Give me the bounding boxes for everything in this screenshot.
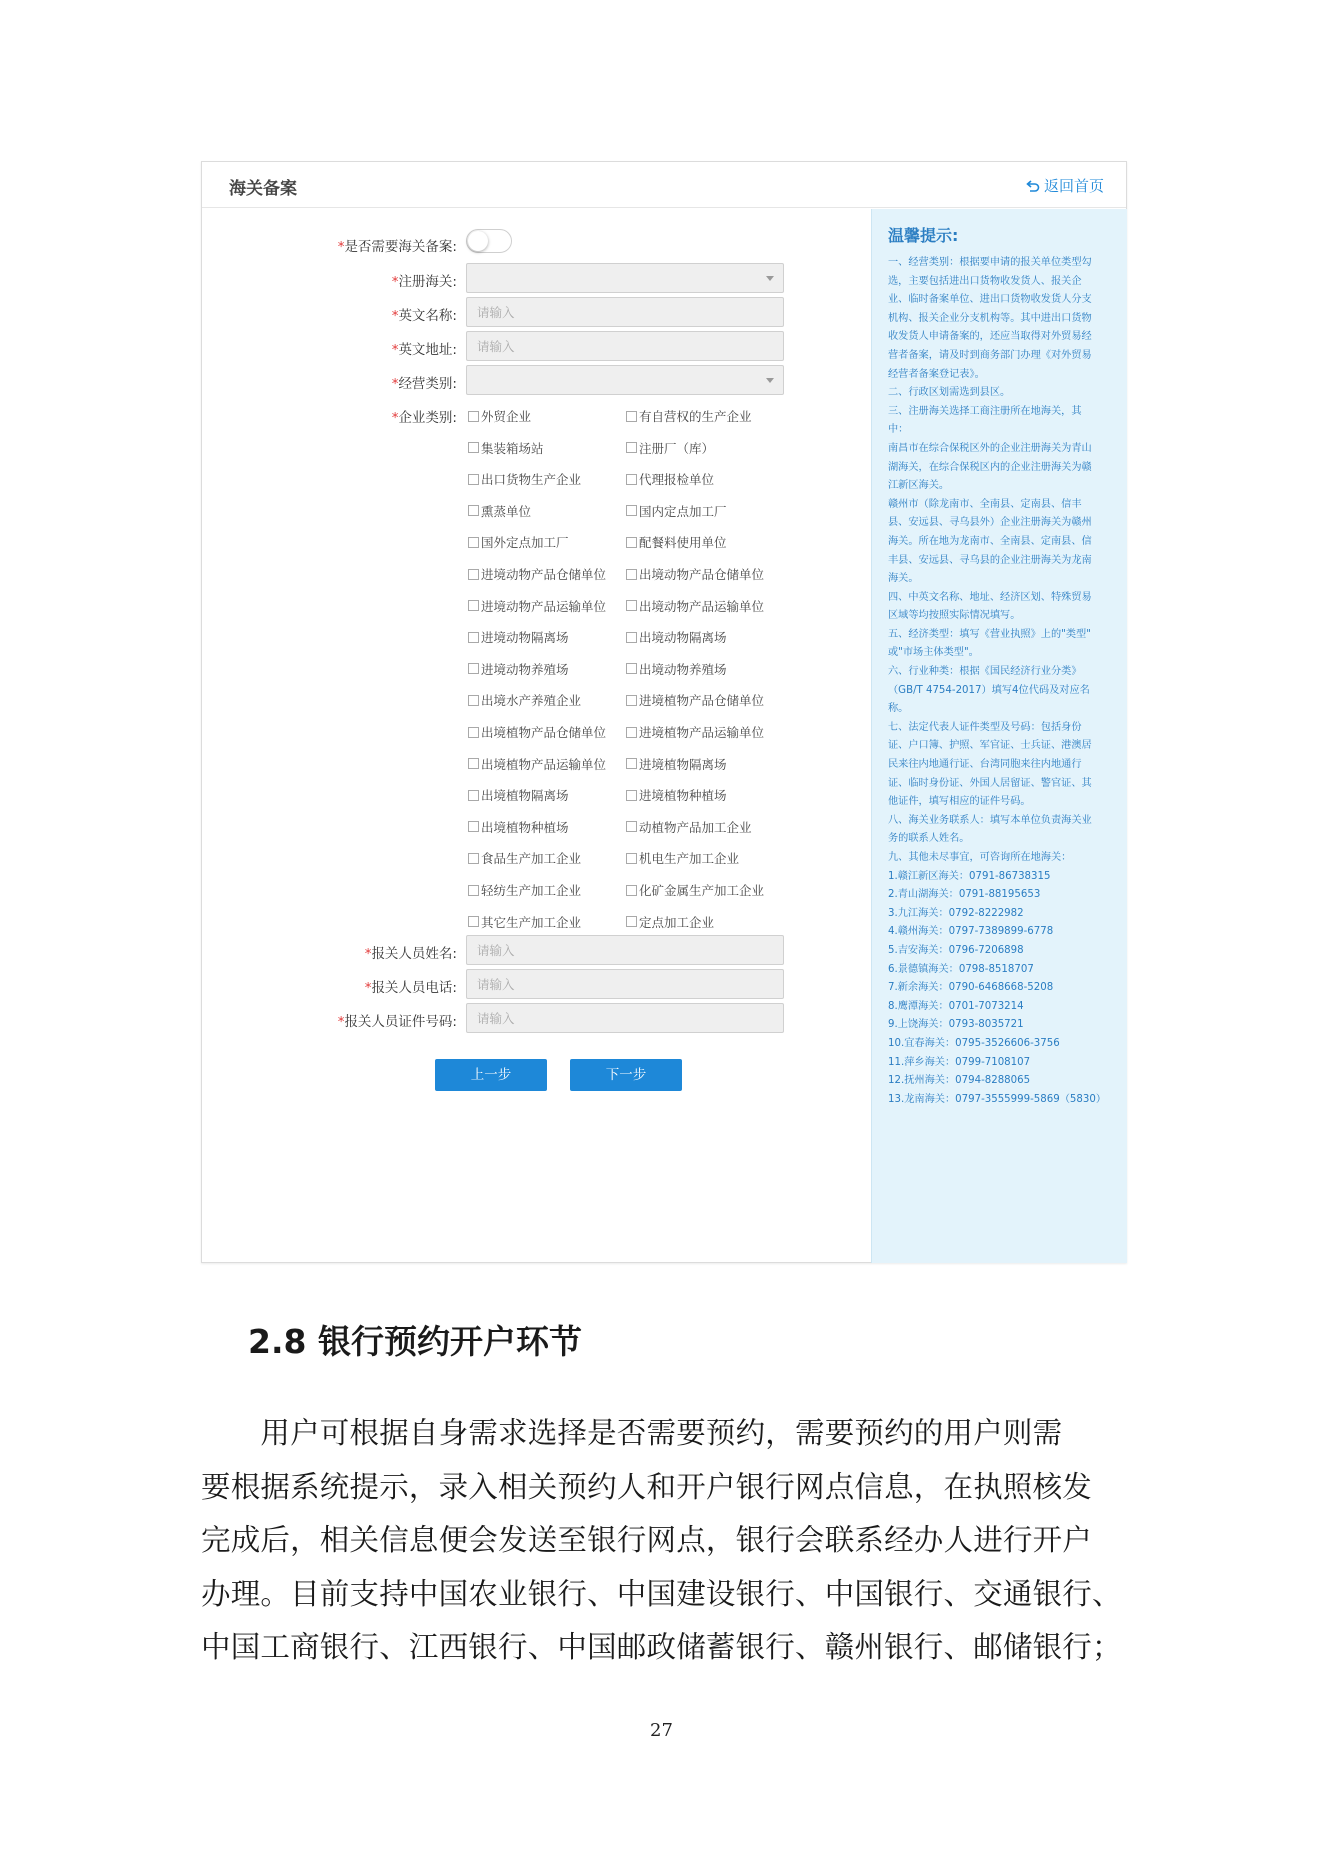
checkbox-label: 出境动物产品运输单位 — [639, 598, 765, 614]
tip-line: 二、行政区划需选到县区。 — [888, 387, 1011, 399]
checkbox-label: 代理报检单位 — [639, 472, 715, 488]
checkbox-square[interactable] — [468, 695, 479, 706]
tip-line: 称。 — [888, 703, 909, 715]
tip-line: 县、安远县、寻乌县外）企业注册海关为赣州 — [888, 517, 1092, 529]
checkbox-label: 动植物产品加工企业 — [639, 819, 752, 835]
english-name-label: *英文名称: — [391, 308, 457, 324]
checkbox-square[interactable] — [626, 758, 637, 769]
chevron-down-icon — [766, 276, 774, 281]
enterprise-type-checkbox[interactable] — [626, 660, 727, 678]
checkbox-label: 出境动物养殖场 — [639, 661, 727, 677]
register-customs-label: *注册海关: — [391, 274, 457, 290]
enterprise-type-checkbox[interactable] — [468, 849, 581, 867]
need-customs-toggle[interactable] — [466, 229, 512, 253]
checkbox-square[interactable] — [468, 600, 479, 611]
tip-line: 3.九江海关：0792-8222982 — [888, 907, 1024, 919]
tip-line: 七、法定代表人证件类型及号码：包括身份 — [888, 721, 1082, 733]
tip-line: 9.上饶海关：0793-8035721 — [888, 1019, 1024, 1031]
customs-filing-panel — [201, 161, 1127, 1263]
enterprise-type-checkbox[interactable] — [626, 881, 764, 899]
enterprise-type-checkbox[interactable] — [468, 470, 581, 488]
register-customs-select[interactable] — [466, 263, 784, 293]
checkbox-square[interactable] — [626, 442, 637, 453]
tip-line: 1.赣江新区海关：0791-86738315 — [888, 870, 1051, 882]
checkbox-square[interactable] — [468, 474, 479, 485]
back-link-label: 返回首页 — [1043, 177, 1104, 195]
enterprise-type-checkbox[interactable] — [468, 407, 531, 425]
checkbox-square[interactable] — [468, 411, 479, 422]
enterprise-type-checkbox[interactable] — [626, 439, 714, 457]
checkbox-square[interactable] — [468, 537, 479, 548]
checkbox-label: 进境植物隔离场 — [639, 756, 727, 772]
checkbox-label: 进境植物产品仓储单位 — [639, 693, 765, 709]
enterprise-type-checkbox[interactable] — [468, 533, 569, 551]
checkbox-square[interactable] — [626, 537, 637, 548]
tip-line: 海关。所在地为龙南市、全南县、定南县、信 — [888, 535, 1092, 547]
tip-line: 九、其他未尽事宜，可咨询所在地海关： — [888, 852, 1072, 863]
checkbox-square[interactable] — [468, 916, 479, 927]
checkbox-square[interactable] — [626, 569, 637, 580]
checkbox-square[interactable] — [468, 442, 479, 453]
enterprise-type-checkbox[interactable] — [626, 628, 727, 646]
enterprise-type-checkbox[interactable] — [626, 502, 727, 520]
tip-line: 海关。 — [888, 573, 919, 585]
enterprise-type-checkbox[interactable] — [626, 755, 727, 773]
paragraph-line: 要根据系统提示，录入相关预约人和开户银行网点信息，在执照核发 — [201, 1469, 1093, 1504]
declarant-phone-label: *报关人员电话: — [364, 980, 457, 996]
checkbox-square[interactable] — [626, 663, 637, 674]
tip-line: 10.宜春海关：0795-3526606-3756 — [888, 1037, 1060, 1049]
checkbox-label: 进境植物产品运输单位 — [639, 725, 765, 740]
tip-line: 6.景德镇海关：0798-8518707 — [888, 963, 1034, 975]
checkbox-label: 配餐料使用单位 — [639, 535, 727, 551]
return-arrow-icon — [1026, 179, 1040, 193]
tip-line: （GB/T 4754-2017）填写4位代码及对应名 — [888, 684, 1090, 696]
checkbox-square[interactable] — [468, 505, 479, 516]
checkbox-label: 进境动物产品运输单位 — [481, 598, 607, 614]
paragraph-line: 用户可根据自身需求选择是否需要预约，需要预约的用户则需 — [201, 1416, 1063, 1450]
checkbox-square[interactable] — [626, 916, 637, 927]
tip-line: 一、经营类别：根据要申请的报关单位类型勾 — [888, 257, 1092, 268]
panel-title: 海关备案 — [229, 179, 297, 199]
tip-line: 八、海关业务联系人：填写本单位负责海关业 — [888, 814, 1092, 826]
declarant-name-label: *报关人员姓名: — [364, 946, 457, 962]
enterprise-type-checkbox[interactable] — [626, 913, 714, 931]
tip-line: 8.鹰潭海关：0701-7073214 — [888, 1000, 1024, 1012]
enterprise-type-checkbox[interactable] — [626, 818, 752, 836]
checkbox-square[interactable] — [626, 727, 637, 738]
enterprise-type-checkbox[interactable] — [626, 723, 764, 741]
english-address-input[interactable] — [466, 331, 784, 361]
tip-line: 选，主要包括进出口货物收发货人、报关企 — [888, 275, 1082, 287]
declarant-phone-input[interactable] — [466, 969, 784, 999]
checkbox-label: 国内定点加工厂 — [639, 503, 727, 519]
tip-line: 7.新余海关：0790-6468668-5208 — [888, 982, 1054, 994]
checkbox-label: 出口货物生产企业 — [481, 472, 582, 488]
enterprise-type-checkbox[interactable] — [468, 439, 544, 457]
enterprise-type-checkbox[interactable] — [468, 660, 569, 678]
paragraph-line: 中国工商银行、江西银行、中国邮政储蓄银行、赣州银行、邮储银行； — [201, 1630, 1122, 1664]
tip-line: 业、临时备案单位、进出口货物收发货人分支 — [888, 294, 1092, 306]
tip-line: 11.萍乡海关：0799-7108107 — [888, 1056, 1031, 1068]
enterprise-type-checkbox[interactable] — [468, 723, 606, 741]
checkbox-label: 外贸企业 — [481, 409, 532, 424]
enterprise-type-checkbox[interactable] — [468, 628, 569, 646]
tip-line: 证、户口簿、护照、军官证、士兵证、港澳居 — [888, 740, 1092, 752]
customs-form — [202, 209, 870, 1263]
tip-line: 经营者备案登记表》。 — [888, 368, 985, 380]
checkbox-label: 进境植物种植场 — [639, 788, 727, 804]
prev-step-button[interactable]: 上一步 — [435, 1059, 547, 1091]
enterprise-type-checkbox[interactable] — [626, 691, 764, 709]
checkbox-square[interactable] — [626, 600, 637, 611]
enterprise-type-checkbox[interactable] — [468, 691, 581, 709]
next-step-button[interactable]: 下一步 — [570, 1059, 682, 1091]
declarant-id-input[interactable] — [466, 1003, 784, 1033]
tips-content — [888, 254, 1115, 1109]
paragraph-line: 完成后，相关信息便会发送至银行网点，银行会联系经办人进行开户 — [201, 1523, 1093, 1557]
page-number: 27 — [650, 1720, 673, 1741]
tip-line: 四、中英文名称、地址、经济区划、特殊贸易 — [888, 591, 1092, 603]
enterprise-type-checkbox[interactable] — [626, 407, 752, 425]
enterprise-type-checkbox[interactable] — [626, 533, 727, 551]
checkbox-label: 化矿金属生产加工企业 — [639, 883, 765, 898]
checkbox-square[interactable] — [468, 569, 479, 580]
tip-line: 营者备案，请及时到商务部门办理《对外贸易 — [888, 349, 1092, 361]
tip-line: 湖海关，在综合保税区内的企业注册海关为赣 — [888, 461, 1092, 473]
enterprise-type-checkbox[interactable] — [468, 913, 581, 931]
enterprise-type-checkbox[interactable] — [468, 755, 606, 773]
enterprise-type-label: *企业类别: — [391, 410, 457, 426]
checkbox-label: 集装箱场站 — [481, 440, 544, 456]
english-address-label: *英文地址: — [391, 342, 457, 358]
paragraph-line: 办理。目前支持中国农业银行、中国建设银行、中国银行、交通银行、 — [201, 1576, 1122, 1611]
tips-sidebar — [871, 209, 1127, 1263]
checkbox-square[interactable] — [468, 821, 479, 832]
checkbox-label: 食品生产加工企业 — [481, 851, 582, 867]
tip-line: 丰县、安远县、寻乌县的企业注册海关为龙南 — [888, 554, 1092, 566]
panel-header — [202, 162, 1126, 208]
business-type-select[interactable] — [466, 365, 784, 395]
tip-line: 江新区海关。 — [888, 480, 950, 492]
checkbox-square[interactable] — [626, 474, 637, 485]
tip-line: 他证件，填写相应的证件号码。 — [888, 796, 1031, 808]
tip-line: 三、注册海关选择工商注册所在地海关，其 — [888, 405, 1082, 417]
enterprise-type-checkbox[interactable] — [468, 565, 606, 583]
enterprise-type-checkbox[interactable] — [626, 597, 764, 615]
enterprise-type-checkbox[interactable] — [468, 818, 569, 836]
tip-line: 12.抚州海关：0794-8288065 — [888, 1075, 1031, 1087]
tip-line: 民来往内地通行证、台湾同胞来往内地通行 — [888, 759, 1082, 771]
checkbox-square[interactable] — [468, 853, 479, 864]
back-to-home-link[interactable] — [1026, 175, 1104, 196]
checkbox-square[interactable] — [468, 885, 479, 896]
enterprise-type-checkbox[interactable] — [626, 565, 764, 583]
tip-line: 中： — [888, 424, 909, 436]
business-type-label: *经营类别: — [391, 376, 457, 392]
enterprise-type-checkbox[interactable] — [468, 881, 581, 899]
enterprise-type-checkbox[interactable] — [468, 502, 531, 520]
checkbox-square[interactable] — [626, 853, 637, 864]
need-customs-label: *是否需要海关备案: — [337, 239, 457, 255]
checkbox-label: 进境动物养殖场 — [481, 661, 569, 677]
checkbox-square[interactable] — [468, 632, 479, 643]
checkbox-label: 出境动物隔离场 — [639, 630, 727, 646]
checkbox-label: 定点加工企业 — [639, 914, 715, 930]
checkbox-label: 进境动物隔离场 — [481, 630, 569, 646]
tip-line: 4.赣州海关：0797-7389899-6778 — [888, 926, 1054, 938]
checkbox-label: 轻纺生产加工企业 — [481, 883, 582, 898]
enterprise-type-checkbox[interactable] — [468, 786, 569, 804]
checkbox-label: 进境动物产品仓储单位 — [481, 567, 607, 582]
checkbox-square[interactable] — [468, 663, 479, 674]
declarant-name-input[interactable] — [466, 935, 784, 965]
tip-line: 赣州市（除龙南市、全南县、定南县、信丰 — [888, 498, 1082, 510]
checkbox-label: 国外定点加工厂 — [481, 535, 569, 551]
tip-line: 或"市场主体类型"。 — [888, 647, 979, 659]
section-heading: 2.8 银行预约开户环节 — [248, 1322, 582, 1361]
tip-line: 六、行业种类：根据《国民经济行业分类》 — [888, 666, 1082, 678]
checkbox-label: 出境植物产品仓储单位 — [481, 725, 607, 740]
enterprise-type-checkbox[interactable] — [626, 849, 739, 867]
checkbox-square[interactable] — [626, 411, 637, 422]
tip-line: 机构、报关企业分支机构等。其中进出口货物 — [888, 312, 1092, 324]
tip-line: 五、经济类型：填写《营业执照》上的"类型" — [888, 628, 1091, 640]
tip-line: 2.青山湖海关：0791-88195653 — [888, 889, 1041, 901]
tip-line: 区域等均按照实际情况填写。 — [888, 610, 1021, 622]
checkbox-label: 出境水产养殖企业 — [481, 693, 582, 709]
tip-line: 证、临时身份证、外国人居留证、警官证、其 — [888, 777, 1092, 789]
checkbox-label: 其它生产加工企业 — [481, 914, 582, 930]
checkbox-square[interactable] — [468, 727, 479, 738]
checkbox-label: 出境植物产品运输单位 — [481, 756, 607, 772]
checkbox-label: 机电生产加工企业 — [639, 851, 740, 867]
tips-title: 温馨提示: — [888, 226, 959, 245]
checkbox-label: 注册厂（库） — [639, 440, 715, 456]
checkbox-square[interactable] — [468, 790, 479, 801]
checkbox-square[interactable] — [468, 758, 479, 769]
tip-line: 5.吉安海关：0796-7206898 — [888, 944, 1024, 956]
declarant-id-label: *报关人员证件号码: — [337, 1014, 457, 1030]
enterprise-type-checkbox[interactable] — [468, 597, 606, 615]
checkbox-label: 出境动物产品仓储单位 — [639, 567, 765, 582]
enterprise-type-checkbox[interactable] — [626, 470, 714, 488]
checkbox-square[interactable] — [626, 885, 637, 896]
tip-line: 务的联系人姓名。 — [888, 833, 970, 845]
checkbox-label: 出境植物种植场 — [481, 819, 569, 835]
tip-line: 南昌市在综合保税区外的企业注册海关为青山 — [888, 442, 1092, 454]
checkbox-label: 熏蒸单位 — [481, 503, 532, 519]
checkbox-label: 有自营权的生产企业 — [639, 409, 752, 424]
enterprise-type-checkbox[interactable] — [626, 786, 727, 804]
tip-line: 收发货人申请备案的，还应当取得对外贸易经 — [888, 331, 1092, 343]
english-name-input[interactable] — [466, 297, 784, 327]
tip-line: 13.龙南海关：0797-3555999-5869（5830） — [888, 1093, 1107, 1105]
checkbox-square[interactable] — [626, 505, 637, 516]
checkbox-square[interactable] — [626, 790, 637, 801]
checkbox-square[interactable] — [626, 695, 637, 706]
checkbox-label: 出境植物隔离场 — [481, 788, 569, 804]
checkbox-square[interactable] — [626, 821, 637, 832]
checkbox-square[interactable] — [626, 632, 637, 643]
chevron-down-icon — [766, 378, 774, 383]
